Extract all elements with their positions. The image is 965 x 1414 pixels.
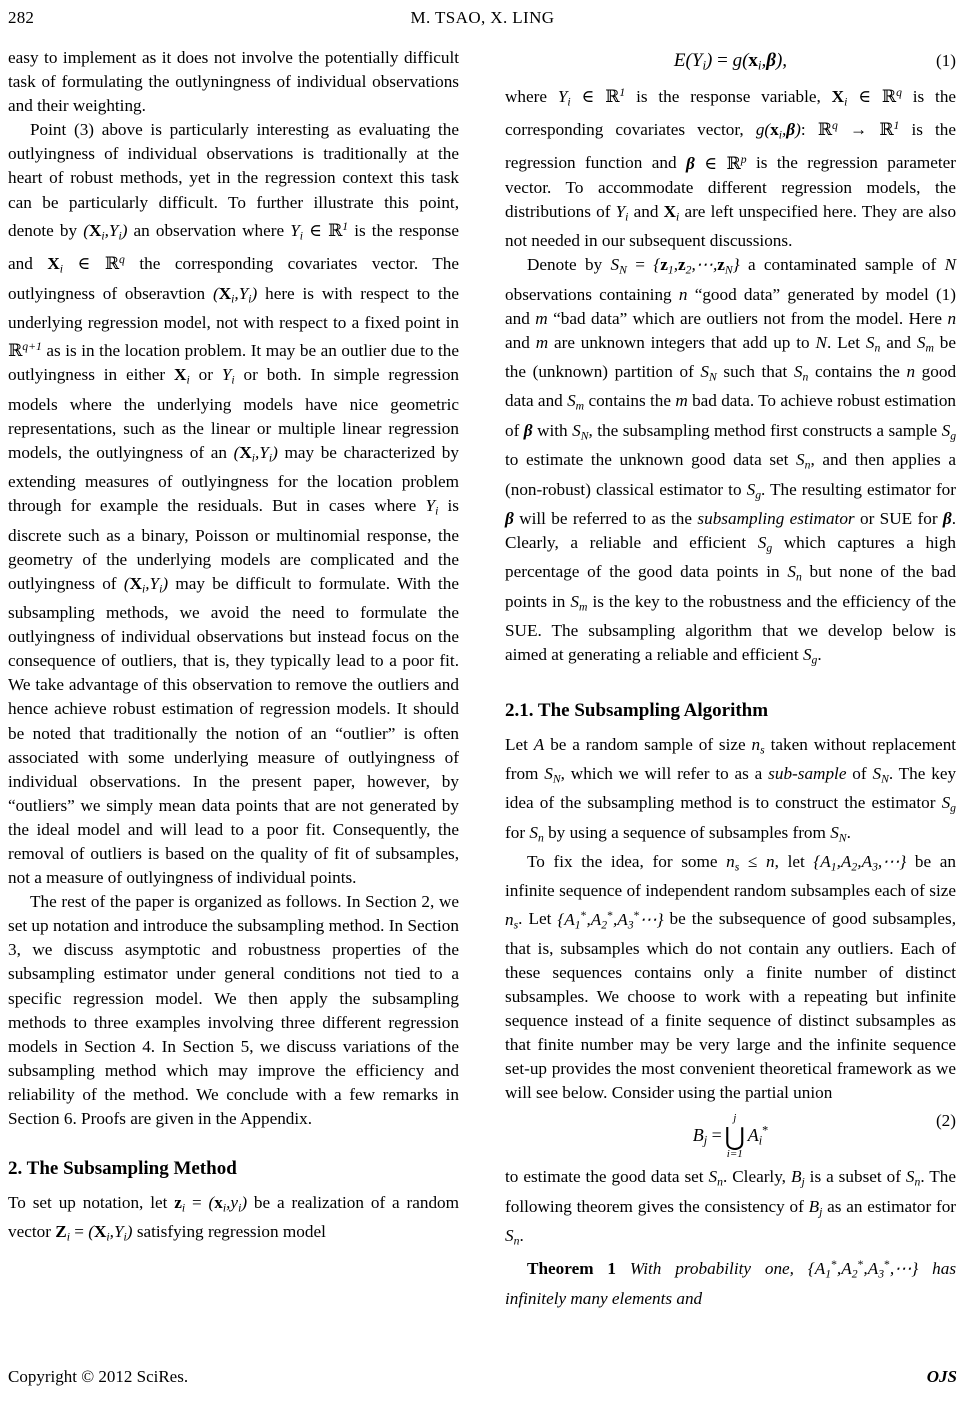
equation-2 <box>505 1106 956 1166</box>
math-yi-in-r1: $Y_i$ ∈ ℝ$^1$ <box>290 219 349 242</box>
paragraph-random-sample: Let A be a random sample of size $n_s$ taken without replacement from $S_N$, which we will refer to as a sub-sample of $S_N$. The key idea of the subsampling method is to construct the estimator $S_g$ for $S_n$ by using a sequence of subsamples from $S_N$. <box>505 734 957 844</box>
math-Sn-4: $S_n$ <box>787 562 802 584</box>
math-xi-in-rq: $X_i$ ∈ ℝ$^q$ <box>47 253 125 276</box>
math-yi: $Y_i$ <box>221 365 235 387</box>
paragraph-organization: The rest of the paper is organized as follows. In Section 2, we set up notation and introduce the subsampling method. In Section 3, we discuss asymptotic and robustness properties of the subsampling estimator under general conditions not tied to a specific regression model. We then apply the subsampling methods to three examples involving three different regression models in Section 4. In Section 5, we discuss variations of the subsampling method which may improve the efficiency and reliability of the method. We conclude with a few remarks in Section 6. Proofs are given in the Appendix. <box>8 892 459 1129</box>
math-bold-xi: $X_i$ <box>174 365 190 387</box>
math-yi-2: $Y_i$ <box>425 496 439 518</box>
math-Sg-5: $S_g$ <box>941 793 956 815</box>
running-title: M. TSAO, X. LING <box>410 8 555 27</box>
math-beta-in-rp: β ∈ ℝ$^p$ <box>686 152 747 174</box>
heading-section-2-1: 2.1. The Subsampling Algorithm <box>505 699 769 721</box>
math-ns-2: $n_s$ <box>505 909 519 931</box>
math-SN-6: $S_N$ <box>830 822 847 844</box>
paragraph-notation: To set up notation, let $z_i = (x_i,y_i)$ be a realization of a random vector $Z_i = (X_i,Y_i)$ satisfying regression model <box>8 1193 459 1244</box>
term-subsampling-estimator: subsampling estimator <box>697 508 855 528</box>
spacer <box>505 723 956 733</box>
equation-1 <box>505 46 956 81</box>
equation-2-body: $B_j$ = j ⋃ i=1 $A_i^*$ <box>692 1111 769 1160</box>
math-g-map: $g(x_i,\beta)$: ℝ$^q$ → ℝ$^1$ <box>755 119 900 142</box>
math-xi-yi-pair-3: $(X_i,Y_i)$ <box>233 442 278 464</box>
math-m: m <box>535 308 548 328</box>
math-Sm-3: $S_m$ <box>570 591 588 613</box>
paragraph-where-definitions: where $Y_i$ ∈ ℝ$^1$ is the response variable, $X_i$ ∈ ℝ$^q$ is the corresponding covariates vector, $g(x_i,\beta)$: ℝ$^q$ → ℝ$^1$ is the regression function and β ∈ ℝ$^p$ is the regression parameter vector. To accommodate different regression models, the distributions of $Y_i$ and $X_i$ are left unspecified here. They are also not needed in our subsequent discussions. <box>505 85 957 251</box>
math-Sg-2: $S_g$ <box>746 479 762 501</box>
spacer <box>8 1181 459 1191</box>
math-A-sequence: $\{A_1,A_2,A_3,\cdots\}$ <box>813 851 907 874</box>
math-yi-in-r1-b: $Y_i$ ∈ ℝ$^1$ <box>557 85 626 108</box>
paragraph-estimate-good-data: to estimate the good data set $S_n$. Clearly, $B_j$ is a subset of $S_n$. The following theorem gives the consistency of $B_j$ as an estimator for $S_n$. <box>505 1167 957 1248</box>
theorem-statement-a: With probability one, <box>629 1259 794 1279</box>
math-m-3: m <box>675 391 688 411</box>
math-Xi-3: $X_i$ <box>663 201 680 224</box>
math-n-3: n <box>906 362 916 382</box>
paragraph-continued: easy to implement as it does not involve the potentially difficult task of formulating the outlyningness of individual observations and their weighting. <box>8 48 459 116</box>
math-Sm-2: $S_m$ <box>567 391 585 413</box>
two-column-body <box>8 46 957 1336</box>
math-A-star-sequence: $\{A_1^*,A_2^*,A_3^*\cdots\}$ <box>557 908 664 931</box>
copyright-notice: Copyright © 2012 SciRes. <box>8 1367 189 1386</box>
math-ns: $n_s$ <box>751 734 765 756</box>
math-Bj-2: $B_j$ <box>808 1196 823 1218</box>
math-ns-le-n: $n_s \le n$ <box>726 851 775 874</box>
union-operator-icon: j ⋃ i=1 <box>724 1111 746 1160</box>
spacer <box>8 1131 459 1157</box>
theorem-label: Theorem 1 <box>527 1259 616 1279</box>
paragraph-fix-the-idea: To fix the idea, for some $n_s \le n$, let $\{A_1,A_2,A_3,\cdots\}$ be an infinite sequence of independent random subsamples each of size $n_s$. Let $\{A_1^*,A_2^*,A_3^*\cdots\}$ be the subsequence of good subsamples, that is, subsamples which do not contain any outliers. Each of these sequences contains only a finite number of distinct subsamples. We choose to work with a repeating but infinite sequence instead of a finite sequence of distinct subsamples as that finite number may be very large and the infinite sequence set-up provides the most convenient theoretical framework as we will see below. Consider using the partial union <box>505 851 957 1103</box>
journal-abbreviation: OJS <box>926 1367 957 1386</box>
math-n: n <box>678 284 688 304</box>
math-r-q-plus-1: ℝ$^{q+1}$ <box>8 339 42 362</box>
math-SN-2: $S_N$ <box>700 362 717 384</box>
math-beta-2: β <box>523 420 533 440</box>
math-Sm: $S_m$ <box>916 332 934 355</box>
math-beta-3: β <box>505 508 514 528</box>
math-Bj: $B_j$ <box>790 1167 805 1189</box>
equation-2-number: (2) <box>935 1110 956 1130</box>
math-xi-yi-pair: $(X_i,Y_i)$ <box>83 220 128 242</box>
page-number: 282 <box>8 8 35 27</box>
math-xi-yi-pair-4: $(X_i,Y_i)$ <box>123 573 169 595</box>
term-sub-sample: sub-sample <box>768 763 847 783</box>
math-Sn-3: $S_n$ <box>796 450 811 472</box>
math-SN-3: $S_N$ <box>572 420 589 443</box>
paragraph-denote-sample: Denote by $S_N$ = $\{z_1,z_2,\cdots,z_N\}$ a contaminated sample of N observations containing n “good data” generated by model (1) and m “bad data” which are outliers not from the model. Here n and m are unknown integers that add up to N. Let $S_n$ and $S_m$ be the (unknown) partition of $S_N$ such that $S_n$ contains the n good data and $S_m$ contains the m bad data. To achieve robust estimation of β with $S_N$, the subsampling method first constructs a sample $S_g$ to estimate the unknown good data set $S_n$, and then applies a (non-robust) classical estimator to $S_g$. The resulting estimator for β will be referred to as the subsampling estimator or SUE for β. Clearly, a reliable and efficient $S_g$ which captures a high percentage of the good data points in $S_n$ but none of the bad points in $S_m$ is the key to the robustness and the efficiency of the SUE. The subsampling algorithm that we develop below is aimed at generating a reliable and efficient $S_g$. <box>505 255 957 667</box>
paragraph-point-three: Point (3) above is particularly interesting as evaluating the outlyingness of individual observations is traditionally at the heart of robust methods, yet in the regression context this task can be particularly difficult. To further illustrate this point, denote by $(X_i,Y_i)$ an observation where $Y_i$ ∈ ℝ$^1$ is the response and $X_i$ ∈ ℝ$^q$ the corresponding covariates vector. The outlyingness of obseravtion $(X_i,Y_i)$ here is with respect to the underlying regression model, not with respect to a fixed point in ℝ$^{q+1}$ as is in the location problem. It may be an outlier due to the outlyingness in either $X_i$ or $Y_i$ or both. In simple regression models where the underlying models have nice geometric representations, such as the linear or multiple linear regression models, the outlyingness of an $(X_i,Y_i)$ may be characterized by extending measures of outlyingness for the location problem through for example the residuals. But in cases where $Y_i$ is discrete such as a binary, Poisson or multinomial response, the geometry of the underlying models are complicated and the outlyingness of $(X_i,Y_i)$ may be difficult to formulate. With the subsampling methods, we avoid the need to formulate the outlyingness of individual observations but instead focus on the consequence of outliers, that is, they typically lead to a poor fit. We take advantage of this observation to remove the outliers and hence achieve robust estimation of regression models. It should be noted that traditionally the notion of an “outlier” is often associated with some underlying measure of outlyingness of individual observations. In the present paper, however, by “outliers” we simply mean data points that are not generated by the ideal model and will lead to a poor fit. Consequently, the removal of outliers is based on the quality of fit of subsamples, not a measure of outlyingness of individual points. <box>8 120 460 888</box>
paragraph-theorem-1 <box>505 1253 956 1311</box>
equation-1-body: $E(Y_i) = g(x_i,\beta)$, <box>673 50 788 73</box>
theorem-statement-b: has infinitely many elements and <box>505 1259 957 1308</box>
running-head <box>0 8 965 32</box>
math-Sn-7: $S_n$ <box>905 1167 921 1189</box>
math-N: N <box>944 255 957 275</box>
math-yi-3: $Y_i$ <box>615 201 629 224</box>
math-Sg: $S_g$ <box>941 420 957 443</box>
left-column <box>8 46 459 1336</box>
math-n-2: n <box>947 308 957 328</box>
math-Xi-in-rq-b: $X_i$ ∈ ℝ$^q$ <box>831 85 902 108</box>
math-SN-4: $S_N$ <box>544 763 561 786</box>
equation-1-number: (1) <box>935 51 956 70</box>
math-m-2: m <box>535 332 549 352</box>
math-Sn-5: $S_n$ <box>529 822 544 844</box>
math-zi-equals-xi-yi: $z_i = (x_i,y_i)$ <box>174 1193 248 1215</box>
heading-section-2: 2. The Subsampling Method <box>8 1158 237 1180</box>
right-column <box>505 46 956 1336</box>
math-A-star-sequence-2: $\{A_1^*,A_2^*,A_3^*,\cdots\}$ <box>807 1258 919 1281</box>
math-SN-5: $S_N$ <box>872 763 889 786</box>
math-Sn-6: $S_n$ <box>708 1167 723 1189</box>
math-beta-4: β <box>942 508 952 528</box>
math-Sn-2: $S_n$ <box>793 362 809 384</box>
math-A: A <box>533 734 545 754</box>
math-Sg-3: $S_g$ <box>757 533 773 555</box>
math-N-2: N <box>815 332 827 352</box>
math-Zi-equals-Xi-Yi: $Z_i = (X_i,Y_i)$ <box>55 1222 133 1244</box>
math-SN-set: $S_N$ = $\{z_1,z_2,\cdots,z_N\}$ <box>610 255 740 277</box>
math-xi-yi-pair-2: $(X_i,Y_i)$ <box>212 283 258 305</box>
math-Sg-4: $S_g$ <box>802 645 818 667</box>
math-Sn: $S_n$ <box>865 332 881 355</box>
spacer <box>505 673 956 699</box>
math-Sn-8: $S_n$ <box>505 1226 520 1248</box>
page-footer <box>8 1367 957 1393</box>
